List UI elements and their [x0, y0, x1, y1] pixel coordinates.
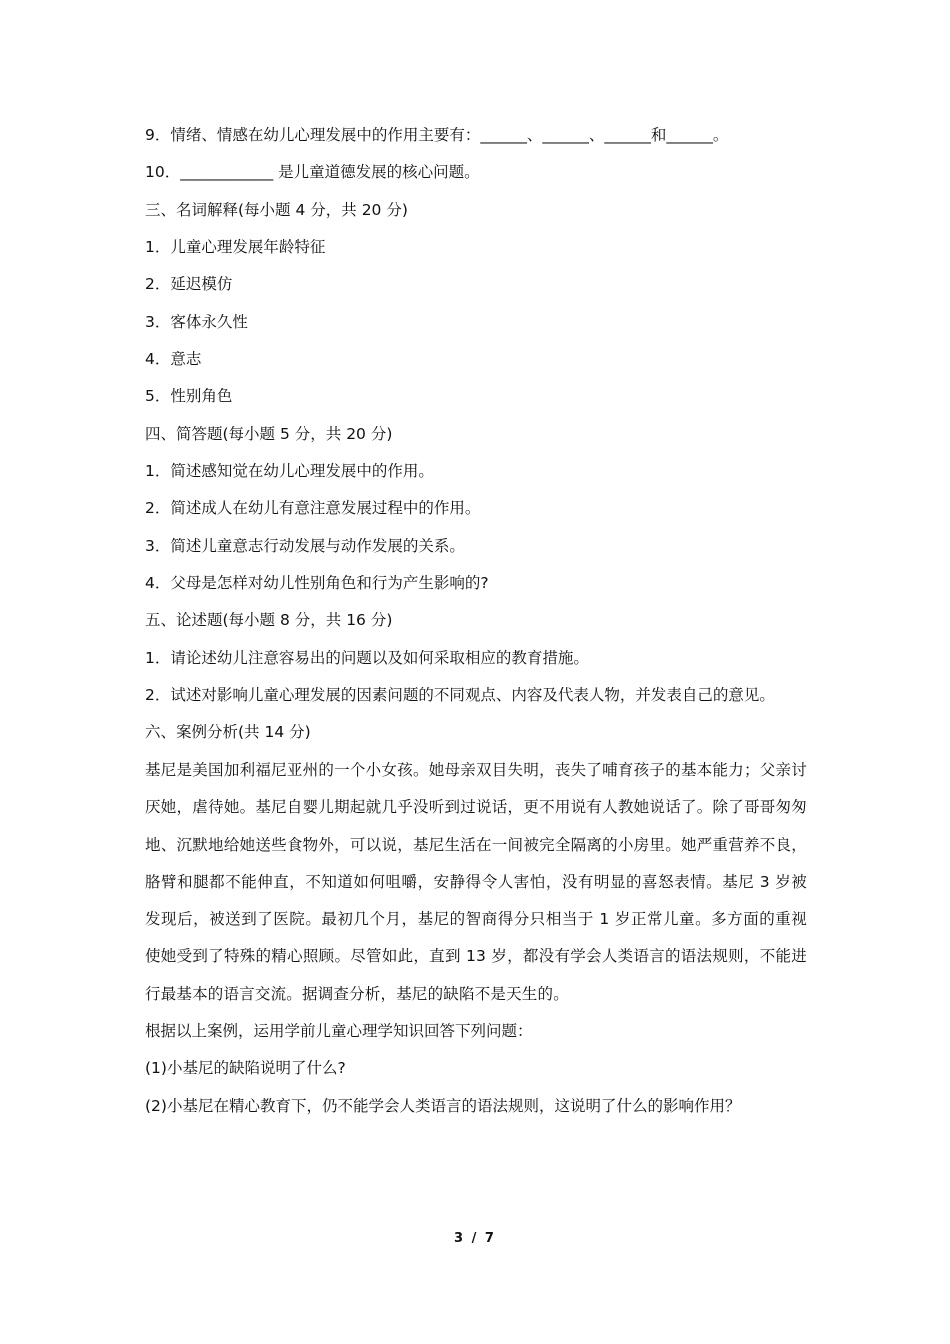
case-question-1: (1)小基尼的缺陷说明了什么?	[145, 1059, 346, 1077]
section-4-heading: 四、简答题(每小题 5 分，共 20 分)	[145, 425, 393, 443]
section-3-heading: 三、名词解释(每小题 4 分，共 20 分)	[145, 201, 408, 219]
section-4-item-1: 1．简述感知觉在幼儿心理发展中的作用。	[145, 462, 434, 480]
section-4-item-3: 3．简述儿童意志行动发展与动作发展的关系。	[145, 537, 465, 555]
section-3-item-1: 1．儿童心理发展年龄特征	[145, 238, 326, 256]
section-4-item-4: 4．父母是怎样对幼儿性别角色和行为产生影响的?	[145, 574, 489, 592]
case-question-2: (2)小基尼在精心教育下，仍不能学会人类语言的语法规则，这说明了什么的影响作用？	[145, 1097, 741, 1115]
section-3-item-5: 5．性别角色	[145, 387, 233, 405]
question-9: 9．情绪、情感在幼儿心理发展中的作用主要有：______、______、______和______。	[145, 126, 729, 144]
section-4-item-2: 2．简述成人在幼儿有意注意发展过程中的作用。	[145, 499, 481, 517]
section-5-item-1: 1．请论述幼儿注意容易出的问题以及如何采取相应的教育措施。	[145, 649, 589, 667]
section-3-item-3: 3．客体永久性	[145, 313, 248, 331]
question-10: 10．____________ 是儿童道德发展的核心问题。	[145, 163, 480, 181]
section-5-item-2: 2．试述对影响儿童心理发展的因素问题的不同观点、内容及代表人物，并发表自己的意见。	[145, 686, 775, 704]
case-question-prompt: 根据以上案例，运用学前儿童心理学知识回答下列问题：	[145, 1022, 533, 1040]
section-5-heading: 五、论述题(每小题 8 分，共 16 分)	[145, 611, 393, 629]
section-6-heading: 六、案例分析(共 14 分)	[145, 723, 311, 741]
page-number: 3 / 7	[454, 1231, 496, 1246]
case-study-text: 基尼是美国加利福尼亚州的一个小女孩。她母亲双目失明，丧失了哺育孩子的基本能力；父亲讨厌她，虐待她。基尼自婴儿期起就几乎没听到过说话，更不用说有人教她说话了。除了哥哥匆匆地、沉默地给她送些食物外，可以说，基尼生活在一间被完全隔离的小房里。她严重营养不良，胳臂和腿都不能伸直，不知道如何咀嚼，安静得令人害怕，没有明显的喜怒表情。基尼 3 岁被发现后，被送到了医院。最初几个月，基尼的智商得分只相当于 1 岁正常儿童。多方面的重视使她受到了特殊的精心照顾。尽管如此，直到 13 岁，都没有学会人类语言的语法规则，不能进行最基本的语言交流。据调查分析，基尼的缺陷不是天生的。	[145, 761, 807, 1003]
section-3-item-4: 4．意志	[145, 350, 202, 368]
section-3-item-2: 2．延迟模仿	[145, 275, 233, 293]
